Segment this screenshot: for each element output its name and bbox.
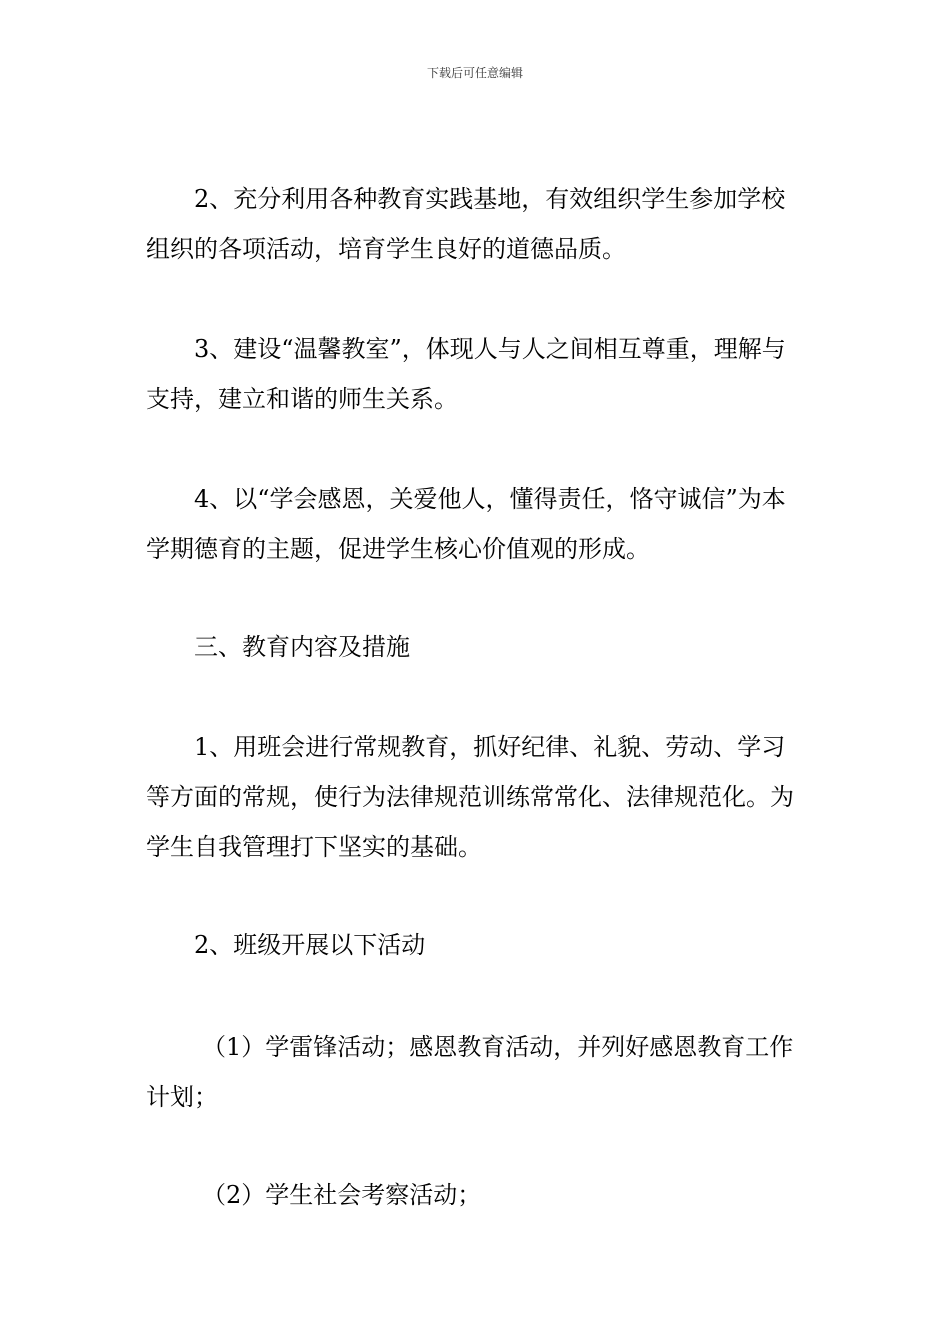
paragraph-goal-3: 3、建设“温馨教室”，体现人与人之间相互尊重，理解与支持，建立和谐的师生关系。	[146, 335, 786, 413]
paragraph-goal-4: 4、以“学会感恩，关爱他人，懂得责任，恪守诚信”为本学期德育的主题，促进学生核心价值观的形成。	[146, 485, 786, 563]
section-heading: 三、教育内容及措施	[194, 633, 410, 661]
list-item-activity-2: （2）学生社会考察活动；	[202, 1181, 482, 1209]
list-item-activity-1: （1）学雷锋活动；感恩教育活动，并列好感恩教育工作计划；	[146, 1033, 794, 1111]
paragraph-measure-1: 1、用班会进行常规教育，抓好纪律、礼貌、劳动、学习等方面的常规，使行为法律规范训练常常化、法律规范化。为学生自我管理打下坚实的基础。	[146, 733, 794, 861]
paragraph-measure-2: 2、班级开展以下活动	[194, 931, 426, 959]
paragraph-goal-2: 2、充分利用各种教育实践基地，有效组织学生参加学校组织的各项活动，培育学生良好的道德品质。	[146, 185, 786, 263]
page-header: 下载后可任意编辑	[426, 66, 523, 80]
